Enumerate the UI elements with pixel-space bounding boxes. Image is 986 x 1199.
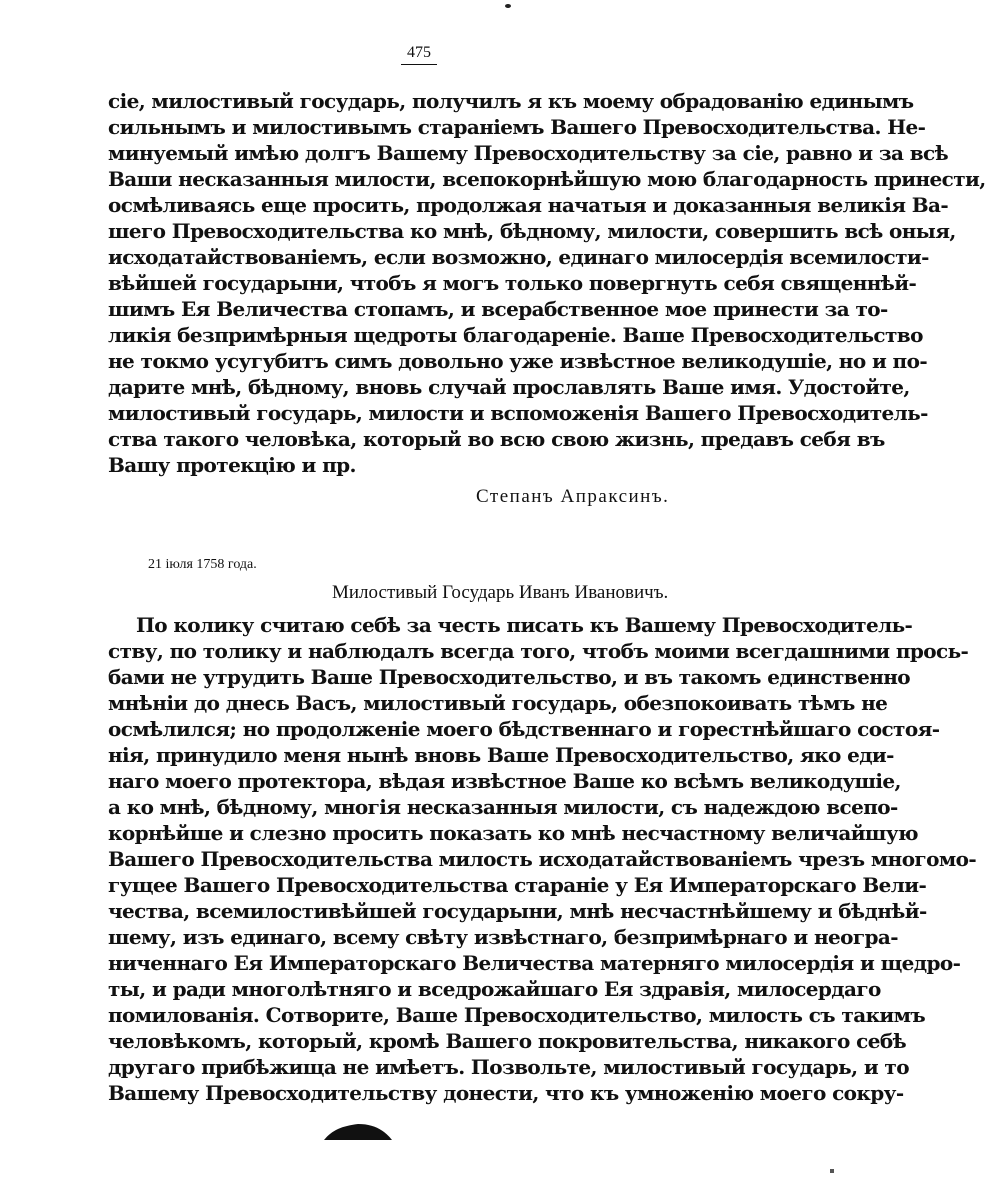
text-line: не токмо усугубитъ симъ довольно уже извѣстное великодушіе, но и по- (108, 349, 928, 373)
text-line: исходатайствованіемъ, если возможно, единаго милосердія всемилости- (108, 245, 929, 269)
text-line: корнѣйше и слезно просить показать ко мнѣ несчастному величайшую (108, 821, 918, 845)
signature: Степанъ Апраксинъ. (476, 486, 670, 507)
text-line: чества, всемилостивѣйшей государыни, мнѣ несчастнѣйшему и бѣднѣй- (108, 899, 927, 923)
text-line: другаго прибѣжища не имѣетъ. Позвольте, милостивый государь, и то (108, 1055, 909, 1079)
text-line: мнѣніи до днесь Васъ, милостивый государь, обезпокоивать тѣмъ не (108, 691, 888, 715)
print-speck (830, 1169, 834, 1173)
text-line: ты, и ради многолѣтняго и вседрожайшаго Ея здравія, милосердаго (108, 977, 881, 1001)
text-line: сильнымъ и милостивымъ стараніемъ Вашего Превосходительства. Не- (108, 115, 926, 139)
text-line: По колику считаю себѣ за честь писать къ Вашему Превосходитель- (136, 613, 913, 637)
text-line: Вашу протекцію и пр. (108, 453, 356, 477)
text-line: человѣкомъ, который, кромѣ Вашего покровительства, никакого себѣ (108, 1029, 907, 1053)
text-line: ству, по толику и наблюдалъ всегда того, чтобъ моими всегдашними прось- (108, 639, 969, 663)
salutation: Милостивый Государь Иванъ Ивановичъ. (332, 582, 669, 603)
text-line: осмѣливаясь еще просить, продолжая начатыя и доказанныя великія Ва- (108, 193, 949, 217)
text-line: Вашему Превосходительству донести, что къ умноженію моего сокру- (108, 1081, 904, 1105)
ink-blot-decoration (322, 1120, 394, 1142)
text-line: ства такого человѣка, который во всю свою жизнь, предавъ себя въ (108, 427, 885, 451)
letter-date: 21 іюля 1758 года. (148, 557, 257, 572)
text-line: помилованія. Сотворите, Ваше Превосходительство, милость съ такимъ (108, 1003, 926, 1027)
text-line: осмѣлился; но продолженіе моего бѣдственнаго и горестнѣйшаго состоя- (108, 717, 940, 741)
text-line: дарите мнѣ, бѣдному, вновь случай прославлять Ваше имя. Удостойте, (108, 375, 910, 399)
text-line: Ваши несказанныя милости, всепокорнѣйшую мою благодарность принести, (108, 167, 986, 191)
text-line: Вашего Превосходительства милость исходатайствованіемъ чрезъ многомо- (108, 847, 977, 871)
text-line: минуемый имѣю долгъ Вашему Превосходительству за сіе, равно и за всѣ (108, 141, 949, 165)
text-line: шимъ Ея Величества стопамъ, и всерабственное мое принести за то- (108, 297, 888, 321)
text-line: милостивый государь, милости и вспоможенія Вашего Превосходитель- (108, 401, 928, 425)
print-speck (505, 4, 511, 8)
text-line: ликія безпримѣрныя щедроты благодареніе. Ваше Превосходительство (108, 323, 923, 347)
page-number-text: 475 (401, 44, 437, 65)
text-line: вѣйшей государыни, чтобъ я могъ только повергнуть себя священнѣй- (108, 271, 917, 295)
text-line: а ко мнѣ, бѣдному, многія несказанныя милости, съ надеждою всепо- (108, 795, 898, 819)
text-line: ниченнаго Ея Императорскаго Величества матерняго милосердія и щедро- (108, 951, 961, 975)
text-line: сіе, милостивый государь, получилъ я къ моему обрадованію единымъ (108, 89, 914, 113)
text-line: нія, принудило меня нынѣ вновь Ваше Превосходительство, яко еди- (108, 743, 894, 767)
text-line: бами не утрудить Ваше Превосходительство, и въ такомъ единственно (108, 665, 911, 689)
text-line: гущее Вашего Превосходительства стараніе у Ея Императорскаго Вели- (108, 873, 927, 897)
text-line: шего Превосходительства ко мнѣ, бѣдному, милости, совершить всѣ оныя, (108, 219, 956, 243)
text-line: шему, изъ единаго, всему свѣту извѣстнаго, безпримѣрнаго и неогра- (108, 925, 898, 949)
text-line: наго моего протектора, вѣдая извѣстное Ваше ко всѣмъ великодушіе, (108, 769, 901, 793)
page-number (0, 44, 838, 65)
